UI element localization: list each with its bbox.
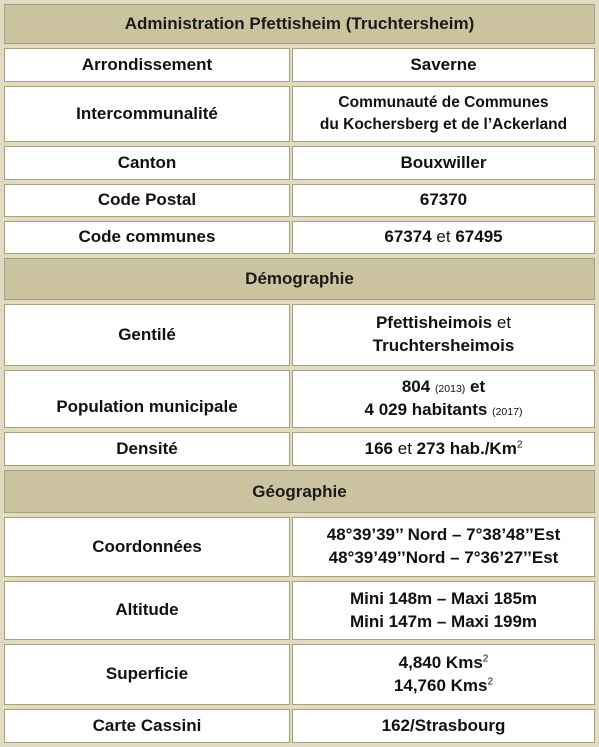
section-header-administration — [4, 4, 595, 44]
section-title: Démographie — [245, 269, 354, 288]
label-gentile: Gentilé — [4, 304, 290, 366]
label-altitude: Altitude — [4, 581, 290, 640]
value-altitude — [292, 581, 595, 640]
section-header-geographie — [4, 470, 595, 513]
value-gentile: Pfettisheimois et Truchtersheimois — [292, 304, 595, 366]
label-canton: Canton — [4, 146, 290, 180]
value-line: Communauté de Communes — [338, 93, 549, 111]
label-code-communes: Code communes — [4, 221, 290, 254]
value-code-communes: 67374 et 67495 — [292, 221, 595, 254]
label-densite: Densité — [4, 432, 290, 466]
label-population: Population municipale — [4, 370, 290, 428]
label-superficie: Superficie — [4, 644, 290, 705]
value-code-postal: 67370 — [292, 184, 595, 217]
label-arrondissement: Arrondissement — [4, 48, 290, 82]
section-title: Administration Pfettisheim (Truchtersheim) — [124, 14, 475, 33]
label-intercommunalite: Intercommunalité — [4, 86, 290, 142]
section-header-demographie — [4, 258, 595, 300]
value-line: du Kochersberg et de l’Ackerland — [319, 116, 568, 133]
label-code-postal: Code Postal — [4, 184, 290, 217]
label-coordonnees: Coordonnées — [4, 517, 290, 577]
value-coordonnees — [292, 517, 595, 577]
value-line: Mini 148m – Maxi 185m — [349, 588, 538, 608]
value-line: 48°39’49’’Nord – 7°36’27’’Est — [328, 548, 559, 567]
value-carte-cassini: 162/Strasbourg — [292, 709, 595, 743]
value-arrondissement: Saverne — [292, 48, 595, 82]
value-densite: 166 et 273 hab./Km$^2$ — [292, 432, 595, 466]
value-line: Mini 147m – Maxi 199m — [349, 611, 538, 631]
section-title: Géographie — [252, 481, 347, 501]
value-line: 48°39’39’’ Nord – 7°38’48’’Est — [326, 525, 561, 545]
value-canton: Bouxwiller — [292, 146, 595, 180]
value-intercommunalite — [292, 86, 595, 142]
value-population: 804 (2013) et 4 029 habitants (2017) — [292, 370, 595, 428]
label-carte-cassini: Carte Cassini — [4, 709, 290, 743]
value-superficie: 4,840 Kms$^2$ 14,760 Kms$^2$ — [292, 644, 595, 705]
